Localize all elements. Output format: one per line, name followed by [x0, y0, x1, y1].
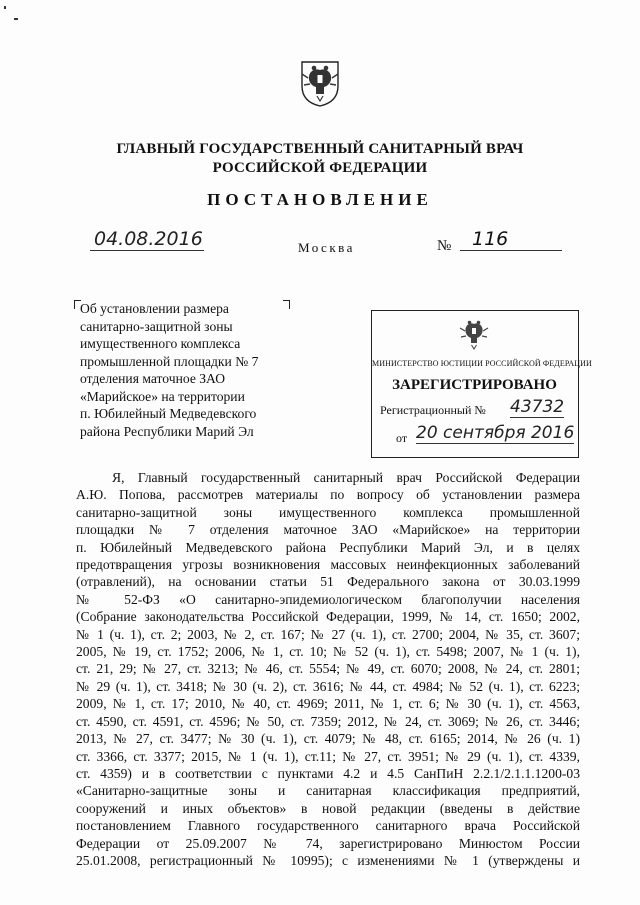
stamp-ministry-name: МИНИСТЕРСТВО ЮСТИЦИИ РОССИЙСКОЙ ФЕДЕРАЦИИ [372, 359, 592, 368]
body-line: А.Ю. Попова, рассмотрев материалы по вопросу об установлении размера [76, 487, 580, 503]
subject-line: района Республики Марий Эл [80, 423, 254, 439]
body-line: 25.01.2008, регистрационный № 10995); с изменениями № 1 (утверждены и [76, 852, 580, 868]
body-line: (Собрание законодательства Российской Федерации, 1999, № 14, ст. 1650; 2002, [76, 609, 580, 625]
body-line: 2005, № 19, ст. 1752; 2006, № 1, ст. 10; № 52 (ч. 1), ст. 5498; 2007, № 1 (ч. 1), [76, 644, 580, 660]
decree-subject [80, 300, 288, 440]
subject-line: «Марийское» на территории [80, 388, 245, 404]
subject-line: промышленной площадки № 7 [80, 353, 259, 369]
registration-stamp [371, 310, 592, 458]
scan-speck [4, 6, 6, 9]
decree-body [76, 469, 580, 869]
body-line: сооружений и иных объектов» в новой редакции (введены в действие [76, 800, 580, 816]
stamp-coat-of-arms-icon [459, 316, 489, 352]
subject-line: п. Юбилейный Медведевского [80, 406, 257, 421]
body-line: № 52-ФЗ «О санитарно-эпидемиологическом благополучии населения [76, 591, 580, 607]
subject-line: имущественного комплекса [80, 336, 241, 351]
decree-date: 04.08.2016 [90, 228, 204, 251]
scan-speck [14, 18, 18, 20]
body-line: ст. 4590, ст. 4591, ст. 4596; № 50, ст. 7359; 2012, № 24, ст. 3069; № 26, ст. 3446; [76, 713, 580, 729]
authority-title-line2: РОССИЙСКОЙ ФЕДЕРАЦИИ [212, 160, 428, 176]
subject-line: Об установлении размера [80, 301, 229, 316]
stamp-regno-value: 43732 [510, 397, 565, 417]
body-line: ст. 4359) и в соответствии с пунктами 4.2 и 4.5 СанПиН 2.2.1/2.1.1.1200-03 [76, 765, 580, 781]
stamp-date-label: от [396, 431, 408, 445]
coat-of-arms-icon [298, 58, 342, 108]
stamp-date-value: 20 сентября 2016 [416, 423, 575, 443]
body-line: 2009, № 1, ст. 17; 2010, № 40, ст. 4969; 2011, № 1, ст. 6; № 30 (ч. 1), ст. 4563, [76, 696, 580, 712]
body-line: № 29 (ч. 1), ст. 3418; № 30 (ч. 2), ст. 3616; № 44, ст. 4984; № 52 (ч. 1), ст. 6223; [76, 678, 580, 694]
body-line: «Санитарно-защитные зоны и санитарная классификация предприятий, [76, 783, 580, 799]
decree-number-label: № [437, 238, 452, 254]
stamp-regno-label: Регистрационный № [380, 403, 486, 417]
document-type-heading: ПОСТАНОВЛЕНИЕ [207, 190, 433, 209]
body-line: (отравлений), на основании статьи 51 Федерального закона от 30.03.1999 [76, 574, 580, 590]
body-line: предотвращения угрозы возникновения массовых неинфекционных заболеваний [76, 557, 580, 573]
body-line: санитарно-защитной зоны имущественного комплекса промышленной [76, 504, 580, 520]
body-line: Федерации от 25.09.2007 № 74, зарегистрировано Минюстом России [76, 835, 580, 851]
subject-line: санитарно-защитной зоны [80, 318, 233, 334]
body-line: 2013, № 27, ст. 3477; № 30 (ч. 1), ст. 4079; № 48, ст. 6165; 2014, № 26 (ч. 1) [76, 731, 580, 747]
body-line: № 1 (ч. 1), ст. 2; 2003, № 2, ст. 167; № 27 (ч. 1), ст. 2700; 2004, № 35, ст. 3607; [76, 626, 580, 642]
body-line: постановлением Главного государственного санитарного врача Российской [76, 818, 580, 834]
subject-line: отделения маточное ЗАО [80, 371, 226, 386]
body-line: ст. 21, 29; № 27, ст. 3213; № 46, ст. 5554; № 49, ст. 6070; 2008, № 24, ст. 2801; [76, 661, 580, 677]
body-line: ст. 3366, ст. 3377; 2015, № 1 (ч. 1), ст.11; № 27, ст. 3951; № 29 (ч. 1), ст. 4339, [76, 748, 580, 764]
body-line: п. Юбилейный Медведевского района Республики Марий Эл, и в целях [76, 539, 580, 555]
authority-title-line1: ГЛАВНЫЙ ГОСУДАРСТВЕННЫЙ САНИТАРНЫЙ ВРАЧ [116, 141, 524, 157]
body-line: Я, Главный государственный санитарный врач Российской Федерации [112, 470, 580, 485]
stamp-registered-label: ЗАРЕГИСТРИРОВАНО [392, 377, 557, 393]
decree-city: Москва [298, 240, 355, 255]
body-line: площадки № 7 отделения маточное ЗАО «Марийское» на территории [76, 522, 580, 538]
decree-number: 116 [460, 228, 562, 251]
